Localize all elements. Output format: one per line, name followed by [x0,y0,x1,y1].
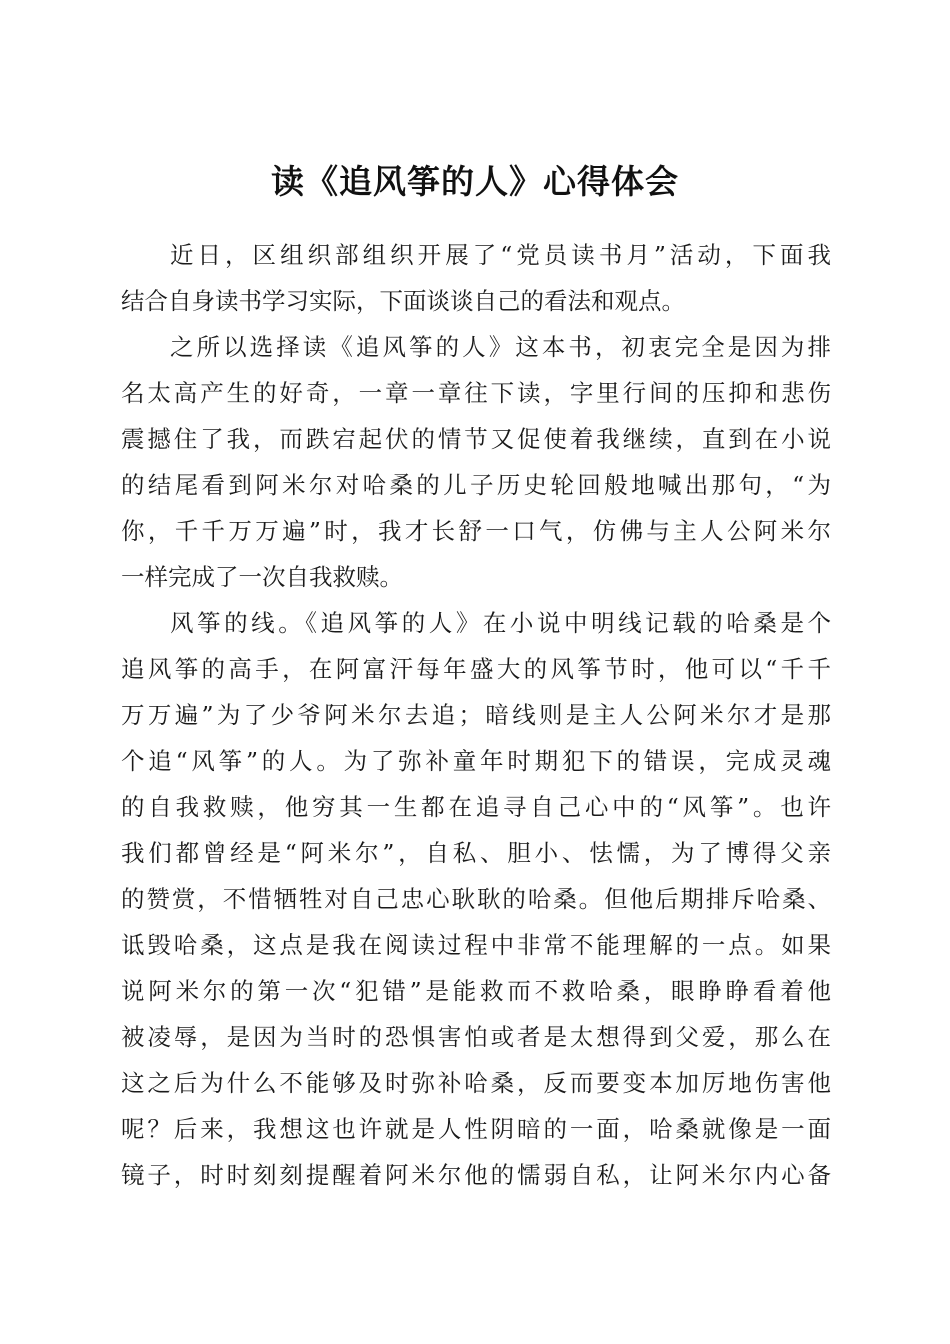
text-line: 个追“风筝”的人。为了弥补童年时期犯下的错误，完成灵魂 [121,747,831,775]
text-line: 震撼住了我，而跌宕起伏的情节又促使着我继续，直到在小说 [121,425,831,453]
text-line: 说阿米尔的第一次“犯错”是能救而不救哈桑，眼睁睁看着他 [121,977,831,1005]
text-line: 我们都曾经是“阿米尔”，自私、胆小、怯懦，为了博得父亲 [121,839,831,867]
text-line: 一样完成了一次自我救赎。 [121,563,403,591]
text-line: 的自我救赎，他穷其一生都在追寻自己心中的“风筝”。也许 [121,793,831,821]
text-line: 追风筝的高手，在阿富汗每年盛大的风筝节时，他可以“千千 [121,655,831,683]
text-line: 镜子，时时刻刻提醒着阿米尔他的懦弱自私，让阿米尔内心备 [121,1161,831,1189]
paragraph-2 [121,324,831,600]
text-line: 的结尾看到阿米尔对哈桑的儿子历史轮回般地喊出那句，“为 [121,471,831,499]
text-line: 风筝的线。《追风筝的人》在小说中明线记载的哈桑是个 [170,609,831,637]
paragraph-1 [121,232,831,324]
paragraph-3 [121,600,831,1198]
document-body [121,232,831,1198]
text-line: 名太高产生的好奇，一章一章往下读，字里行间的压抑和悲伤 [121,379,831,407]
text-line: 结合自身读书学习实际，下面谈谈自己的看法和观点。 [121,287,685,315]
document-title: 读《追风筝的人》心得体会 [271,162,679,202]
text-line: 之所以选择读《追风筝的人》这本书，初衷完全是因为排 [170,333,831,361]
text-line: 你，千千万万遍”时，我才长舒一口气，仿佛与主人公阿米尔 [121,517,831,545]
text-line: 的赞赏，不惜牺牲对自己忠心耿耿的哈桑。但他后期排斥哈桑、 [121,885,831,913]
text-line: 这之后为什么不能够及时弥补哈桑，反而要变本加厉地伤害他 [121,1069,831,1097]
text-line: 被凌辱，是因为当时的恐惧害怕或者是太想得到父爱，那么在 [121,1023,831,1051]
text-line: 呢？后来，我想这也许就是人性阴暗的一面，哈桑就像是一面 [121,1115,831,1143]
text-line: 近日，区组织部组织开展了“党员读书月”活动，下面我 [170,241,831,269]
text-line: 诋毁哈桑，这点是我在阅读过程中非常不能理解的一点。如果 [121,931,831,959]
text-line: 万万遍”为了少爷阿米尔去追；暗线则是主人公阿米尔才是那 [121,701,831,729]
